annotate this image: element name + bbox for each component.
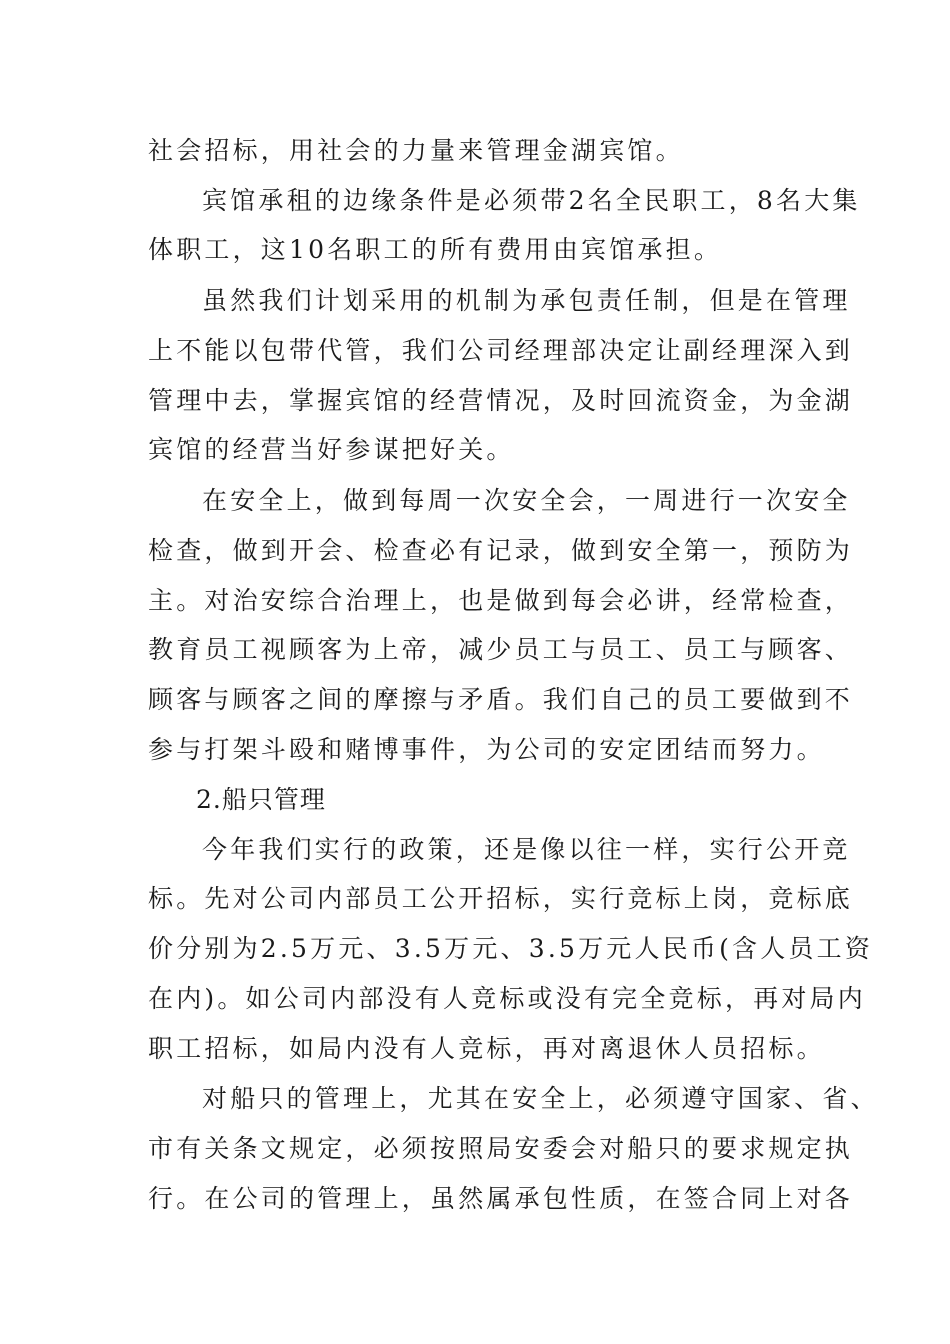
text-line: 社会招标，用社会的力量来管理金湖宾馆。 bbox=[148, 136, 684, 165]
text-line: 市有关条文规定，必须按照局安委会对船只的要求规定执 bbox=[148, 1134, 854, 1163]
text-line: 主。对治安综合治理上，也是做到每会必讲，经常检查， bbox=[148, 586, 854, 615]
text-line: 教育员工视顾客为上帝，减少员工与员工、员工与顾客、 bbox=[148, 635, 854, 664]
text-line: 体职工，这10名职工的所有费用由宾馆承担。 bbox=[148, 235, 723, 264]
text-line: 上不能以包带代管，我们公司经理部决定让副经理深入到 bbox=[148, 336, 854, 365]
section-heading: 2.船只管理 bbox=[196, 785, 326, 814]
text-line: 标。先对公司内部员工公开招标，实行竞标上岗，竞标底 bbox=[148, 884, 854, 913]
text-line: 职工招标，如局内没有人竞标，再对离退休人员招标。 bbox=[148, 1034, 825, 1063]
text-line: 在内)。如公司内部没有人竞标或没有完全竞标，再对局内 bbox=[148, 984, 866, 1013]
text-line: 价分别为2.5万元、3.5万元、3.5万元人民币(含人员工资 bbox=[148, 934, 874, 963]
paragraph-start-line: 对船只的管理上，尤其在安全上，必须遵守国家、省、 bbox=[202, 1084, 879, 1113]
paragraph-start-line: 虽然我们计划采用的机制为承包责任制，但是在管理 bbox=[202, 286, 851, 315]
paragraph-start-line: 宾馆承租的边缘条件是必须带2名全民职工，8名大集 bbox=[202, 186, 861, 215]
text-line: 行。在公司的管理上，虽然属承包性质，在签合同上对各 bbox=[148, 1184, 854, 1213]
text-line: 检查，做到开会、检查必有记录，做到安全第一，预防为 bbox=[148, 536, 854, 565]
paragraph-start-line: 在安全上，做到每周一次安全会，一周进行一次安全 bbox=[202, 486, 851, 515]
paragraph-start-line: 今年我们实行的政策，还是像以往一样，实行公开竞 bbox=[202, 835, 851, 864]
text-line: 参与打架斗殴和赌博事件，为公司的安定团结而努力。 bbox=[148, 735, 825, 764]
text-line: 顾客与顾客之间的摩擦与矛盾。我们自己的员工要做到不 bbox=[148, 685, 854, 714]
text-line: 宾馆的经营当好参谋把好关。 bbox=[148, 435, 515, 464]
text-line: 管理中去，掌握宾馆的经营情况，及时回流资金，为金湖 bbox=[148, 386, 854, 415]
